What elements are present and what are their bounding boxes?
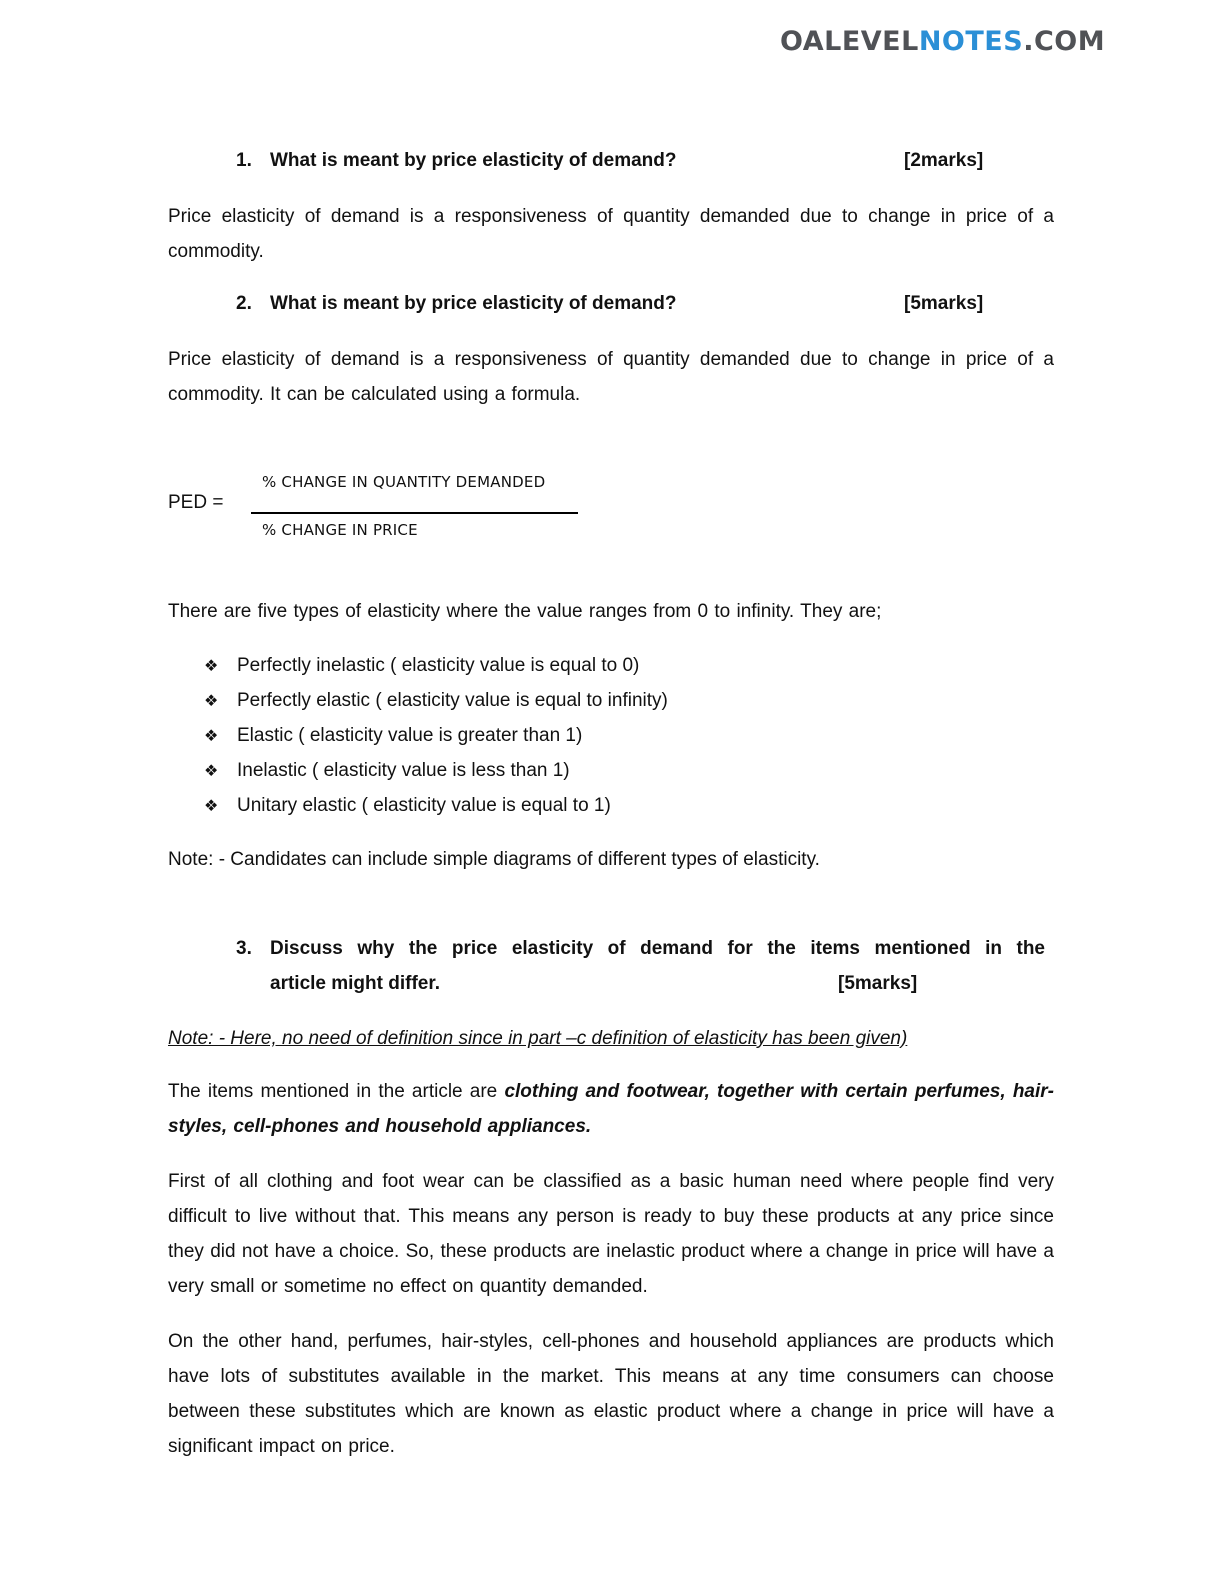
list-item: ❖ Unitary elastic ( elasticity value is equal to 1)	[204, 788, 668, 823]
answer-2: Price elasticity of demand is a responsiveness of quantity demanded due to change in price of a commodity. It can be calculated using a formula.	[168, 349, 1054, 405]
perfumes-paragraph: On the other hand, perfumes, hair-styles, cell-phones and household appliances are products which have lots of substitutes available in the market. This means at any time consumers can choose between these substitutes which are known as elastic product where a change in price will have a significant impact on price.	[168, 1331, 1054, 1457]
question-3-line-2: article might differ.	[270, 973, 440, 994]
formula-denominator: % CHANGE IN PRICE	[262, 521, 418, 539]
diamond-bullet-icon: ❖	[204, 693, 219, 710]
question-2	[236, 293, 677, 315]
question-2-text: What is meant by price elasticity of demand?	[270, 293, 677, 314]
formula-numerator: % CHANGE IN QUANTITY DEMANDED	[262, 473, 546, 491]
diamond-bullet-icon: ❖	[204, 798, 219, 815]
diamond-bullet-icon: ❖	[204, 763, 219, 780]
note-diagrams: Note: - Candidates can include simple diagrams of different types of elasticity.	[168, 849, 820, 870]
question-1-number: 1.	[236, 150, 252, 171]
question-3-line-1: Discuss why the price elasticity of demand for the items mentioned in the	[270, 938, 1045, 959]
note-definition: Note: - Here, no need of definition since in part –c definition of elasticity has been given)	[168, 1028, 908, 1049]
answer-1: Price elasticity of demand is a responsiveness of quantity demanded due to change in price of a commodity.	[168, 206, 1054, 262]
logo-text-1: OALEVEL	[780, 26, 919, 57]
fraction-bar	[251, 512, 578, 514]
list-item: ❖ Inelastic ( elasticity value is less than 1)	[204, 753, 668, 788]
list-item: ❖ Perfectly inelastic ( elasticity value is equal to 0)	[204, 648, 668, 683]
question-1-text: What is meant by price elasticity of demand?	[270, 150, 677, 171]
question-2-number: 2.	[236, 293, 252, 314]
question-2-marks: [5marks]	[904, 293, 984, 314]
list-item: ❖ Perfectly elastic ( elasticity value is equal to infinity)	[204, 683, 668, 718]
question-1-marks: [2marks]	[904, 150, 984, 171]
logo-text-2: NOTES	[918, 26, 1024, 57]
clothing-paragraph: First of all clothing and foot wear can be classified as a basic human need where people find very difficult to live without that. This means any person is ready to buy these products at any price since they did not have a choice. So, these products are inelastic product where a change in price will have a very small or sometime no effect on quantity demanded.	[168, 1171, 1054, 1297]
logo-text-3: .COM	[1023, 26, 1106, 57]
site-logo	[780, 26, 1105, 57]
diamond-bullet-icon: ❖	[204, 728, 219, 745]
list-item: ❖ Elastic ( elasticity value is greater than 1)	[204, 718, 668, 753]
items-emphasis: clothing and footwear, together with certain perfumes, hair-styles, cell-phones and household appliances.	[168, 1081, 1054, 1137]
items-paragraph	[168, 1074, 1054, 1144]
types-intro: There are five types of elasticity where the value ranges from 0 to infinity. They are;	[168, 601, 882, 622]
question-3-marks: [5marks]	[838, 973, 918, 994]
items-prefix: The items mentioned in the article are	[168, 1081, 505, 1102]
formula-lhs: PED =	[168, 492, 224, 513]
diamond-bullet-icon: ❖	[204, 658, 219, 675]
question-1	[236, 150, 677, 172]
elasticity-types-list	[204, 648, 668, 823]
question-3-number: 3.	[236, 938, 252, 959]
